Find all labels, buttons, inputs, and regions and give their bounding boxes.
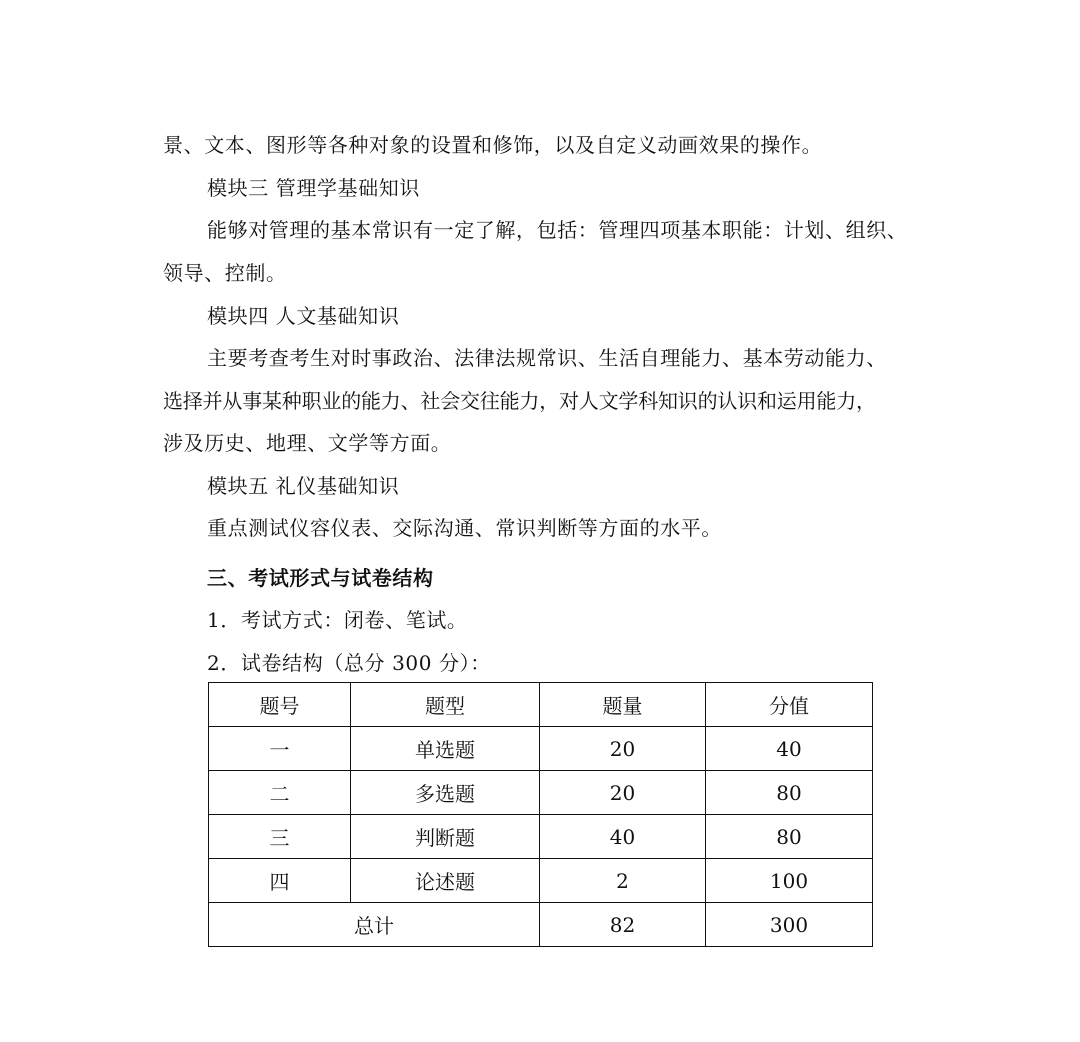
header-cell-number: 题号 <box>209 683 351 727</box>
table-total-row <box>209 903 873 947</box>
module4-body-line1: 主要考查考生对时事政治、法律法规常识、生活自理能力、基本劳动能力、 <box>207 346 887 370</box>
table-cell: 二 <box>209 771 351 815</box>
table-header-row <box>209 683 873 727</box>
table-cell: 三 <box>209 815 351 859</box>
module3-body-line2: 领导、控制。 <box>163 261 287 285</box>
table-cell: 80 <box>706 815 873 859</box>
table-cell: 多选题 <box>351 771 540 815</box>
header-cell-score: 分值 <box>706 683 873 727</box>
table-cell: 40 <box>706 727 873 771</box>
table-row <box>209 815 873 859</box>
table-row <box>209 727 873 771</box>
table-cell: 40 <box>540 815 706 859</box>
section3-item2: 2．试卷结构（总分 300 分）： <box>207 651 491 675</box>
section3-heading: 三、考试形式与试卷结构 <box>207 566 434 590</box>
table-cell: 20 <box>540 727 706 771</box>
header-cell-type: 题型 <box>351 683 540 727</box>
table-cell: 四 <box>209 859 351 903</box>
module5-body: 重点测试仪容仪表、交际沟通、常识判断等方面的水平。 <box>207 516 722 540</box>
module4-body-line2: 选择并从事某种职业的能力、社会交往能力，对人文学科知识的认识和运用能力， <box>163 389 876 413</box>
header-cell-count: 题量 <box>540 683 706 727</box>
table-cell: 100 <box>706 859 873 903</box>
module3-body-line1: 能够对管理的基本常识有一定了解，包括：管理四项基本职能：计划、组织、 <box>207 218 908 242</box>
module4-body-line3: 涉及历史、地理、文学等方面。 <box>163 431 452 455</box>
exam-structure-table <box>208 682 873 947</box>
table-cell: 80 <box>706 771 873 815</box>
table-row <box>209 771 873 815</box>
module5-title: 模块五 礼仪基础知识 <box>207 474 400 498</box>
table-cell: 20 <box>540 771 706 815</box>
table-cell: 一 <box>209 727 351 771</box>
section3-item1: 1．考试方式：闭卷、笔试。 <box>207 608 468 632</box>
total-score-cell: 300 <box>706 903 873 947</box>
table-cell: 2 <box>540 859 706 903</box>
table-cell: 判断题 <box>351 815 540 859</box>
total-label-cell: 总计 <box>209 903 540 947</box>
table-cell: 论述题 <box>351 859 540 903</box>
module4-title: 模块四 人文基础知识 <box>207 304 400 328</box>
paragraph-continuation: 景、文本、图形等各种对象的设置和修饰，以及自定义动画效果的操作。 <box>163 133 823 157</box>
total-count-cell: 82 <box>540 903 706 947</box>
table-cell: 单选题 <box>351 727 540 771</box>
module3-title: 模块三 管理学基础知识 <box>207 176 420 200</box>
table-row <box>209 859 873 903</box>
